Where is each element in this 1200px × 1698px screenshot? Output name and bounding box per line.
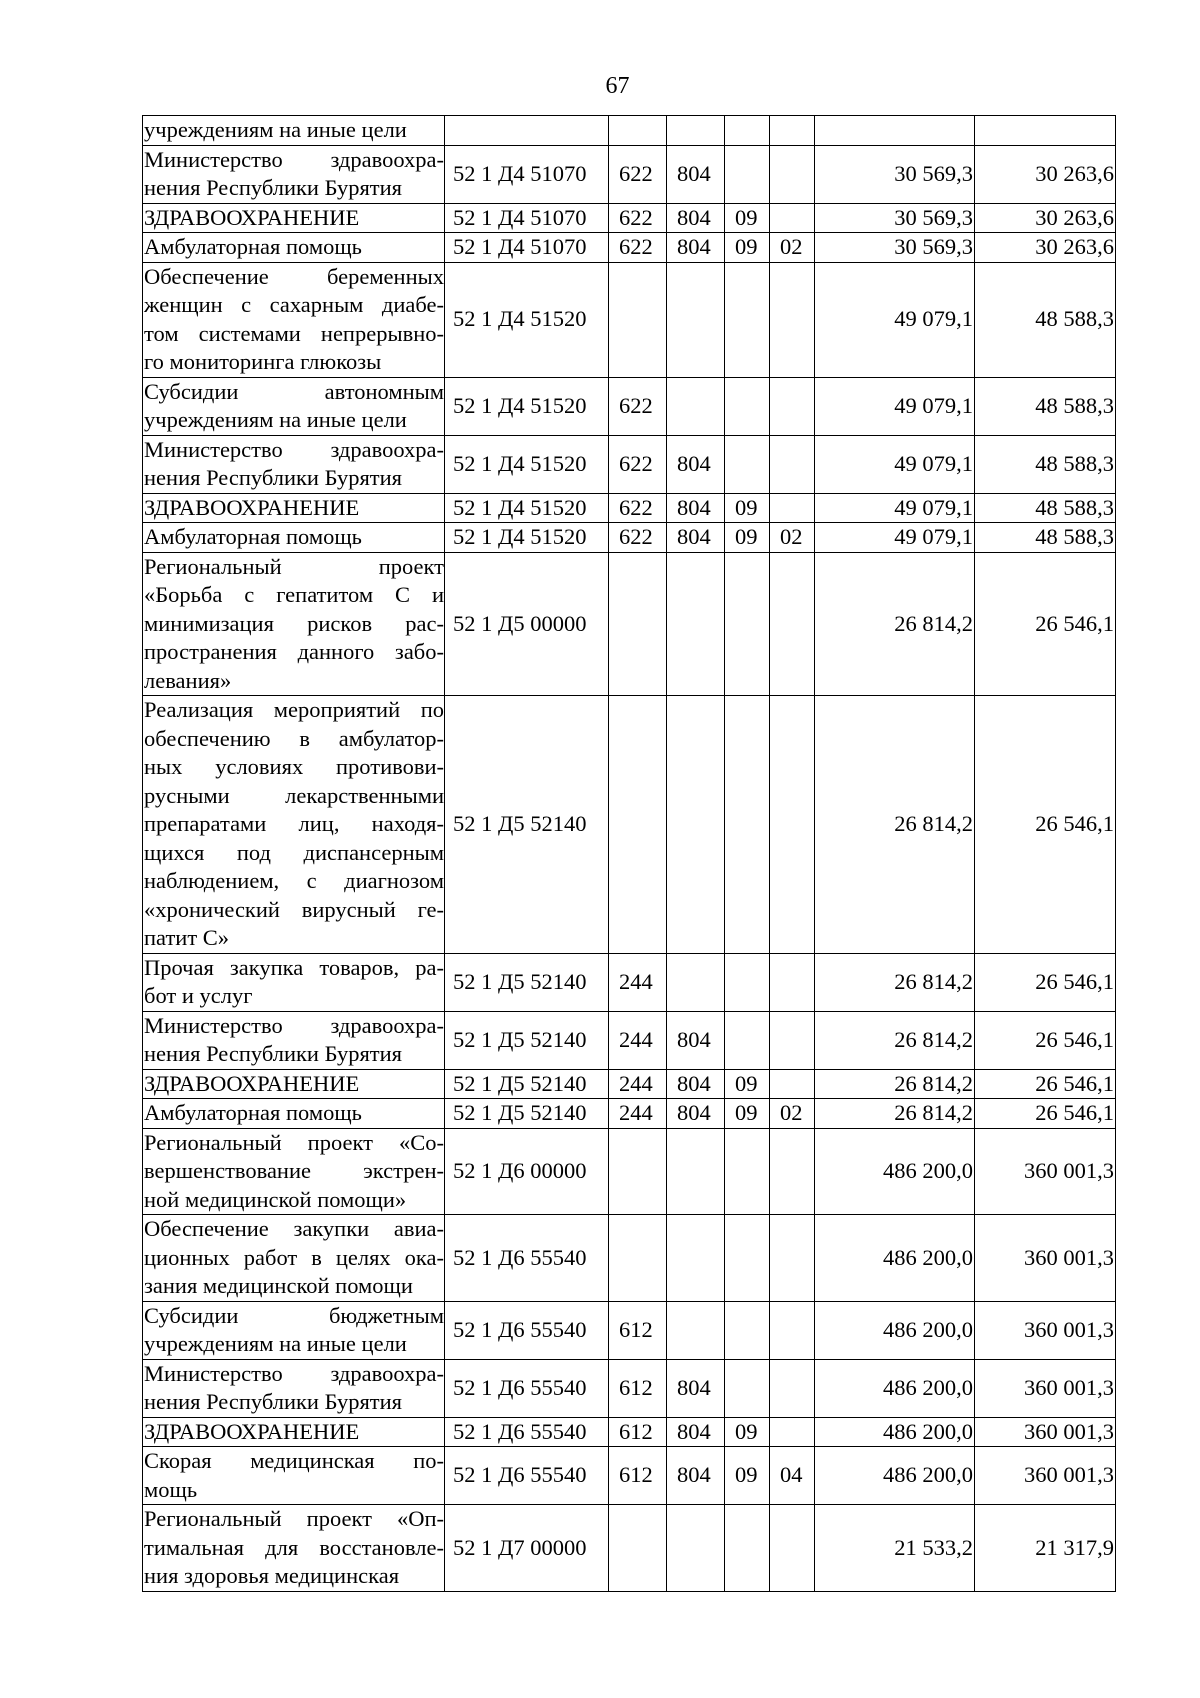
ministry-code-cell (667, 377, 725, 435)
amount-year1-cell: 21 533,2 (815, 1505, 975, 1592)
section-cell (725, 435, 770, 493)
amount-year2-cell: 360 001,3 (975, 1301, 1116, 1359)
expense-type-cell (609, 116, 667, 146)
table-body (143, 116, 1116, 1592)
expense-type-cell: 622 (609, 145, 667, 203)
table-row (143, 493, 1116, 523)
amount-year2-cell: 21 317,9 (975, 1505, 1116, 1592)
expense-type-cell: 244 (609, 1011, 667, 1069)
table-row (143, 262, 1116, 377)
amount-year1-cell: 486 200,0 (815, 1359, 975, 1417)
table-row (143, 523, 1116, 553)
subsection-cell: 04 (770, 1447, 815, 1505)
target-code-cell: 52 1 Д5 52140 (445, 1011, 609, 1069)
amount-year2-cell: 30 263,6 (975, 145, 1116, 203)
target-code-cell: 52 1 Д4 51520 (445, 435, 609, 493)
amount-year2-cell: 360 001,3 (975, 1215, 1116, 1302)
subsection-cell: 02 (770, 233, 815, 263)
section-cell (725, 1011, 770, 1069)
target-code-cell: 52 1 Д4 51070 (445, 145, 609, 203)
target-code-cell: 52 1 Д6 55540 (445, 1301, 609, 1359)
amount-year2-cell: 48 588,3 (975, 523, 1116, 553)
table-row (143, 145, 1116, 203)
ministry-code-cell (667, 116, 725, 146)
amount-year1-cell: 26 814,2 (815, 552, 975, 696)
section-cell (725, 696, 770, 954)
table-row (143, 233, 1116, 263)
subsection-cell (770, 1505, 815, 1592)
table-row (143, 116, 1116, 146)
ministry-code-cell: 804 (667, 493, 725, 523)
amount-year2-cell: 48 588,3 (975, 435, 1116, 493)
ministry-code-cell (667, 262, 725, 377)
amount-year2-cell: 30 263,6 (975, 203, 1116, 233)
row-name-cell: Субсидии бюджетным учреждениям на иные цели (143, 1301, 445, 1359)
amount-year2-cell: 48 588,3 (975, 262, 1116, 377)
section-cell: 09 (725, 1417, 770, 1447)
expense-type-cell: 244 (609, 1099, 667, 1129)
target-code-cell: 52 1 Д5 52140 (445, 953, 609, 1011)
row-name-cell: Обеспечение закупки авиа- ционных работ в целях ока- зания медицинской помощи (143, 1215, 445, 1302)
ministry-code-cell: 804 (667, 203, 725, 233)
amount-year2-cell: 360 001,3 (975, 1447, 1116, 1505)
section-cell (725, 1359, 770, 1417)
section-cell (725, 145, 770, 203)
amount-year1-cell: 486 200,0 (815, 1447, 975, 1505)
row-name-cell: Министерство здравоохра- нения Республики Бурятия (143, 1011, 445, 1069)
expense-type-cell: 244 (609, 1069, 667, 1099)
target-code-cell: 52 1 Д5 52140 (445, 1099, 609, 1129)
target-code-cell: 52 1 Д6 55540 (445, 1215, 609, 1302)
table-row (143, 1447, 1116, 1505)
subsection-cell (770, 552, 815, 696)
ministry-code-cell: 804 (667, 1011, 725, 1069)
section-cell: 09 (725, 1447, 770, 1505)
subsection-cell (770, 1069, 815, 1099)
section-cell (725, 1505, 770, 1592)
amount-year1-cell: 26 814,2 (815, 1069, 975, 1099)
expense-type-cell: 612 (609, 1359, 667, 1417)
amount-year1-cell (815, 116, 975, 146)
subsection-cell: 02 (770, 1099, 815, 1129)
row-name-cell: Скорая медицинская по- мощь (143, 1447, 445, 1505)
ministry-code-cell: 804 (667, 435, 725, 493)
section-cell (725, 953, 770, 1011)
table-row (143, 1301, 1116, 1359)
target-code-cell: 52 1 Д4 51520 (445, 377, 609, 435)
amount-year1-cell: 26 814,2 (815, 953, 975, 1011)
section-cell: 09 (725, 493, 770, 523)
ministry-code-cell: 804 (667, 1069, 725, 1099)
expense-type-cell: 622 (609, 233, 667, 263)
row-name-cell: Реализация мероприятий по обеспечению в амбулатор- ных условиях противови- русными лекарственными препаратами лиц, находя- щихся под диспансерным наблюдением, с диагнозом «хронический вирусный ге- патит С» (143, 696, 445, 954)
section-cell (725, 116, 770, 146)
target-code-cell: 52 1 Д4 51520 (445, 523, 609, 553)
section-cell (725, 1215, 770, 1302)
amount-year2-cell: 26 546,1 (975, 953, 1116, 1011)
amount-year2-cell: 48 588,3 (975, 493, 1116, 523)
ministry-code-cell (667, 1301, 725, 1359)
target-code-cell: 52 1 Д5 52140 (445, 696, 609, 954)
page-number: 67 (605, 73, 630, 99)
ministry-code-cell: 804 (667, 1359, 725, 1417)
amount-year1-cell: 26 814,2 (815, 1099, 975, 1129)
row-name-cell: Региональный проект «Со- вершенствование экстрен- ной медицинской помощи» (143, 1128, 445, 1215)
amount-year1-cell: 486 200,0 (815, 1301, 975, 1359)
section-cell (725, 1128, 770, 1215)
amount-year2-cell: 26 546,1 (975, 1011, 1116, 1069)
amount-year1-cell: 49 079,1 (815, 262, 975, 377)
subsection-cell (770, 203, 815, 233)
table-row (143, 435, 1116, 493)
subsection-cell (770, 435, 815, 493)
row-name-cell: Министерство здравоохра- нения Республики Бурятия (143, 435, 445, 493)
amount-year1-cell: 49 079,1 (815, 435, 975, 493)
amount-year1-cell: 26 814,2 (815, 1011, 975, 1069)
table-row (143, 696, 1116, 954)
amount-year2-cell: 26 546,1 (975, 696, 1116, 954)
target-code-cell: 52 1 Д4 51070 (445, 203, 609, 233)
amount-year1-cell: 30 569,3 (815, 203, 975, 233)
ministry-code-cell: 804 (667, 1099, 725, 1129)
ministry-code-cell (667, 1128, 725, 1215)
table-row (143, 1069, 1116, 1099)
target-code-cell: 52 1 Д6 55540 (445, 1447, 609, 1505)
expense-type-cell: 622 (609, 435, 667, 493)
expense-type-cell (609, 1505, 667, 1592)
expense-type-cell: 622 (609, 493, 667, 523)
table-row (143, 552, 1116, 696)
row-name-cell: ЗДРАВООХРАНЕНИЕ (143, 203, 445, 233)
target-code-cell: 52 1 Д7 00000 (445, 1505, 609, 1592)
subsection-cell (770, 145, 815, 203)
table-row (143, 203, 1116, 233)
target-code-cell: 52 1 Д4 51520 (445, 493, 609, 523)
table-row (143, 1505, 1116, 1592)
amount-year2-cell: 30 263,6 (975, 233, 1116, 263)
row-name-cell: Прочая закупка товаров, ра- бот и услуг (143, 953, 445, 1011)
amount-year2-cell: 360 001,3 (975, 1417, 1116, 1447)
amount-year2-cell: 360 001,3 (975, 1128, 1116, 1215)
target-code-cell: 52 1 Д5 00000 (445, 552, 609, 696)
section-cell: 09 (725, 523, 770, 553)
amount-year1-cell: 49 079,1 (815, 493, 975, 523)
table-row (143, 1215, 1116, 1302)
amount-year1-cell: 30 569,3 (815, 233, 975, 263)
subsection-cell (770, 1011, 815, 1069)
section-cell (725, 262, 770, 377)
expense-type-cell: 622 (609, 203, 667, 233)
subsection-cell (770, 377, 815, 435)
expense-type-cell (609, 552, 667, 696)
row-name-cell: Амбулаторная помощь (143, 233, 445, 263)
amount-year2-cell: 26 546,1 (975, 1069, 1116, 1099)
expense-type-cell: 612 (609, 1447, 667, 1505)
expense-type-cell (609, 696, 667, 954)
row-name-cell: Министерство здравоохра- нения Республики Бурятия (143, 145, 445, 203)
row-name-cell: Министерство здравоохра- нения Республики Бурятия (143, 1359, 445, 1417)
amount-year1-cell: 486 200,0 (815, 1417, 975, 1447)
section-cell: 09 (725, 1099, 770, 1129)
table-row (143, 953, 1116, 1011)
expense-type-cell: 244 (609, 953, 667, 1011)
row-name-cell: Субсидии автономным учреждениям на иные цели (143, 377, 445, 435)
amount-year2-cell (975, 116, 1116, 146)
target-code-cell: 52 1 Д4 51520 (445, 262, 609, 377)
row-name-cell: Обеспечение беременных женщин с сахарным диабе- том системами непрерывно- го мониторинга глюкозы (143, 262, 445, 377)
table-row (143, 1011, 1116, 1069)
ministry-code-cell: 804 (667, 523, 725, 553)
ministry-code-cell: 804 (667, 233, 725, 263)
target-code-cell: 52 1 Д6 55540 (445, 1359, 609, 1417)
subsection-cell (770, 1417, 815, 1447)
ministry-code-cell (667, 552, 725, 696)
expense-type-cell: 612 (609, 1301, 667, 1359)
row-name-cell: ЗДРАВООХРАНЕНИЕ (143, 1069, 445, 1099)
subsection-cell (770, 1301, 815, 1359)
row-name-cell: Региональный проект «Борьба с гепатитом С и минимизация рисков рас- пространения данного забо- левания» (143, 552, 445, 696)
expense-type-cell: 622 (609, 377, 667, 435)
expense-type-cell (609, 1215, 667, 1302)
amount-year1-cell: 486 200,0 (815, 1215, 975, 1302)
section-cell: 09 (725, 233, 770, 263)
ministry-code-cell: 804 (667, 1417, 725, 1447)
table-row (143, 1417, 1116, 1447)
ministry-code-cell: 804 (667, 145, 725, 203)
amount-year2-cell: 48 588,3 (975, 377, 1116, 435)
row-name-cell: ЗДРАВООХРАНЕНИЕ (143, 1417, 445, 1447)
amount-year2-cell: 360 001,3 (975, 1359, 1116, 1417)
amount-year1-cell: 49 079,1 (815, 523, 975, 553)
ministry-code-cell (667, 696, 725, 954)
section-cell: 09 (725, 1069, 770, 1099)
expense-type-cell (609, 1128, 667, 1215)
subsection-cell (770, 953, 815, 1011)
table-row (143, 1128, 1116, 1215)
row-name-cell: Региональный проект «Оп- тимальная для восстановле- ния здоровья медицинская (143, 1505, 445, 1592)
amount-year2-cell: 26 546,1 (975, 1099, 1116, 1129)
subsection-cell (770, 262, 815, 377)
ministry-code-cell (667, 953, 725, 1011)
expense-type-cell: 622 (609, 523, 667, 553)
budget-table (142, 115, 1116, 1592)
target-code-cell: 52 1 Д6 00000 (445, 1128, 609, 1215)
ministry-code-cell (667, 1505, 725, 1592)
subsection-cell (770, 493, 815, 523)
section-cell (725, 552, 770, 696)
table-row (143, 1099, 1116, 1129)
amount-year1-cell: 486 200,0 (815, 1128, 975, 1215)
row-name-cell: учреждениям на иные цели (143, 116, 445, 146)
target-code-cell (445, 116, 609, 146)
row-name-cell: Амбулаторная помощь (143, 523, 445, 553)
section-cell (725, 1301, 770, 1359)
ministry-code-cell: 804 (667, 1447, 725, 1505)
subsection-cell (770, 1128, 815, 1215)
table-row (143, 377, 1116, 435)
amount-year2-cell: 26 546,1 (975, 552, 1116, 696)
target-code-cell: 52 1 Д4 51070 (445, 233, 609, 263)
subsection-cell (770, 1215, 815, 1302)
subsection-cell (770, 116, 815, 146)
section-cell (725, 377, 770, 435)
row-name-cell: ЗДРАВООХРАНЕНИЕ (143, 493, 445, 523)
table-row (143, 1359, 1116, 1417)
expense-type-cell: 612 (609, 1417, 667, 1447)
subsection-cell (770, 1359, 815, 1417)
amount-year1-cell: 49 079,1 (815, 377, 975, 435)
subsection-cell: 02 (770, 523, 815, 553)
target-code-cell: 52 1 Д6 55540 (445, 1417, 609, 1447)
expense-type-cell (609, 262, 667, 377)
section-cell: 09 (725, 203, 770, 233)
amount-year1-cell: 30 569,3 (815, 145, 975, 203)
amount-year1-cell: 26 814,2 (815, 696, 975, 954)
target-code-cell: 52 1 Д5 52140 (445, 1069, 609, 1099)
ministry-code-cell (667, 1215, 725, 1302)
subsection-cell (770, 696, 815, 954)
row-name-cell: Амбулаторная помощь (143, 1099, 445, 1129)
